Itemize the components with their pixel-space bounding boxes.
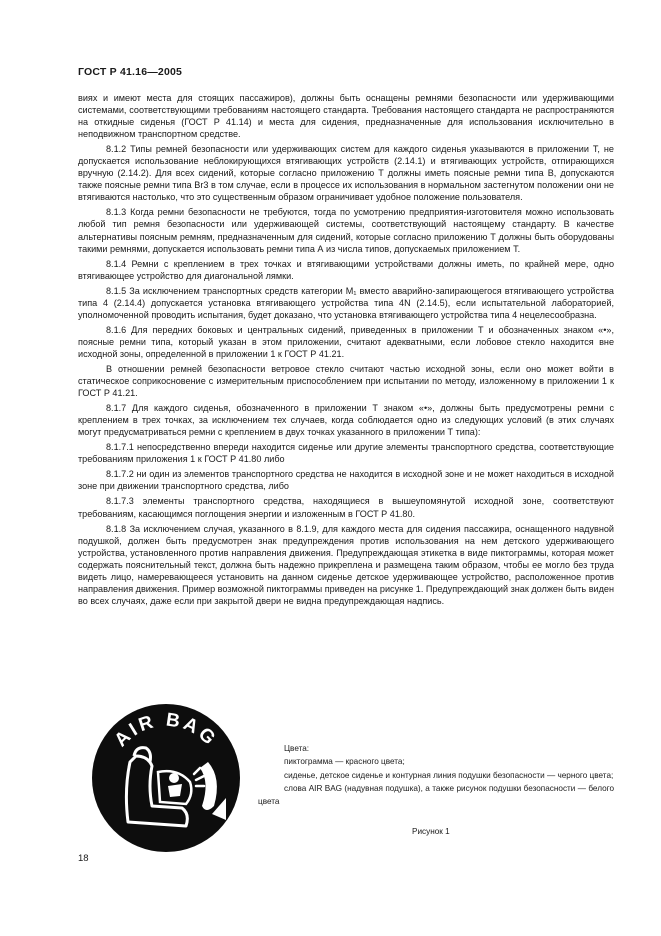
paragraph-8-1-7: 8.1.7 Для каждого сиденья, обозначенного в приложении Т знаком «•», должны быть предусмотрены ремни с креплением в трех точках, за исключением тех случаев, когда соблюдается одно из следующих условий (в этих случаях могут предусматриваться ремни с креплением в двух точках указанного в приложении Т типа): <box>78 403 614 438</box>
pictogram-label: AIR BAG <box>110 709 222 752</box>
paragraph-continuation: виях и имеют места для стоящих пассажиров), должны быть оснащены ремнями безопасности или удерживающими системами, соответствующими требованиям настоящего стандарта. Требования настоящего стандарта не распространяются на откидные сиденья (ГОСТ Р 41.14) и места для сидения, предназначенные для использования исключительно в неподвижном транспортном средстве. <box>78 93 614 140</box>
paragraph-8-1-4: 8.1.4 Ремни с креплением в трех точках и втягивающими устройствами должны иметь, по крайней мере, одно втягивающее устройство для диагональной лямки. <box>78 258 614 281</box>
paragraph-8-1-5: 8.1.5 За исключением транспортных средств категории M₁ вместо аварийно-запирающегося втягивающего устройства типа 4 (2.14.4) допускается установка втягивающего устройства типа 4N (2.14.5), если испытательной лабораторией, уполномоченной проводить испытания, будет доказано, что установка втягивающего устройства типа 4 нецелесообразна. <box>78 285 614 320</box>
paragraph-8-1-8: 8.1.8 За исключением случая, указанного в 8.1.9, для каждого места для сидения пассажира, оснащенного надувной подушкой, должен быть предусмотрен знак предупреждения против использования на нем детского удерживающего устройства, установленного против направления движения. Предупреждающая этикетка в виде пиктограммы, которая может содержать пояснительный текст, должна быть надежно прикреплена и размещена таким образом, чтобы ее могло без труда видеть лицо, намеревающееся установить на данном сиденье детское удерживающее устройство, расположенное против направления движения. Пример возможной пиктограммы приведен на рисунке 1. Предупреждающий знак должен быть виден во всех случаях, даже если при закрытой двери не видна предупреждающая надпись. <box>78 523 614 606</box>
legend-colors-heading: Цвета: <box>284 744 310 753</box>
paragraph-8-1-6: 8.1.6 Для передних боковых и центральных сидений, приведенных в приложении Т и обозначенных знаком «•», поясные ремни типа, который указан в этом приложении, считают адекватными, если лобовое стекло находится вне исходной зоны, определенной в приложении 1 к ГОСТ Р 41.21. <box>78 324 614 359</box>
paragraph-8-1-3: 8.1.3 Когда ремни безопасности не требуются, тогда по усмотрению предприятия-изготовителя можно использовать любой тип ремня безопасности или удерживающей системы, соответствующий настоящему стандарту. В качестве альтернативы поясным ремням, предназначенным для сидений, которые согласно приложению Т должны быть оборудованы такими ремнями, допускается использовать ремни типа А из числа типов, допускаемых приложением Т. <box>78 207 614 254</box>
running-header: ГОСТ Р 41.16—2005 <box>78 66 183 78</box>
paragraph-8-1-7-1: 8.1.7.1 непосредственно впереди находится сиденье или другие элементы транспортного средства, соответствующие требованиям приложения 1 к ГОСТ Р 41.80 либо <box>78 442 614 465</box>
legend-pictogram-color: пиктограмма — красного цвета; <box>284 757 405 767</box>
paragraph-windscreen: В отношении ремней безопасности ветровое стекло считают частью исходной зоны, если оно может войти в статическое соприкосновение с измерительным приспособлением при испытании по методу, изложенному в приложении 1 к ГОСТ Р 41.21. <box>78 363 614 399</box>
figure-legend <box>258 742 614 808</box>
legend-seat-color: сиденье, детское сиденье и контурная линия подушки безопасности — черного цвета; <box>284 770 614 780</box>
airbag-warning-pictogram-icon <box>90 702 242 854</box>
paragraph-8-1-7-3: 8.1.7.3 элементы транспортного средства, находящиеся в вышеупомянутой исходной зоне, соответствуют требованиям, касающимся поглощения энергии и изложенным в ГОСТ Р 41.80. <box>78 496 614 519</box>
paragraph-8-1-7-2: 8.1.7.2 ни один из элементов транспортного средства не находится в исходной зоне и не может находиться в исходной зоне при движении транспортного средства, либо <box>78 469 614 492</box>
page-number: 18 <box>78 853 89 864</box>
legend-airbag-words-color: слова AIR BAG (надувная подушка), а также рисунок подушки безопасности — белого цвета <box>258 783 614 807</box>
figure-caption: Рисунок 1 <box>412 827 450 836</box>
paragraph-8-1-2: 8.1.2 Типы ремней безопасности или удерживающих систем для каждого сиденья указываются в приложении Т, не допускается использование неблокирующихся втягивающих устройств (2.14.1) и втягивающих устройств, отпирающихся вручную (2.14.2). Для всех сидений, которые согласно приложению Т должны иметь поясные ремни типа В, допускаются также поясные ремни типа Br3 в том случае, если в процессе их использования в нормальном застегнутом положении они не втягиваются настолько, что это существенным образом ограничивает удобное положение пользователя. <box>78 144 614 203</box>
body-text <box>78 92 614 607</box>
